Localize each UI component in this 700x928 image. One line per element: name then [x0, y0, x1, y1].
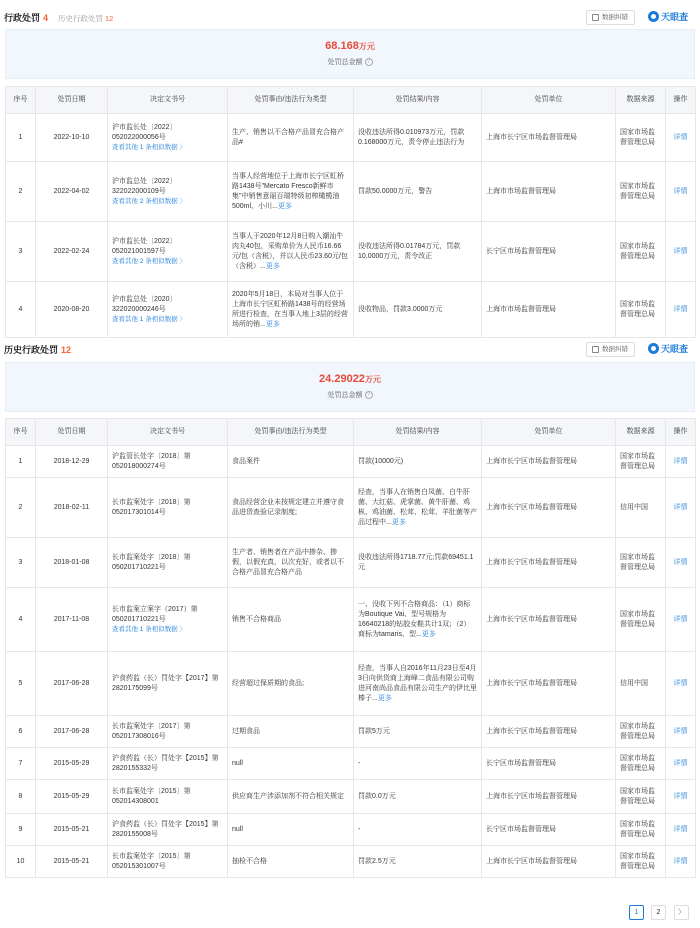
detail-link[interactable]: 详情	[666, 716, 696, 748]
section1-title: 行政处罚 4	[4, 13, 49, 23]
section1-summary	[5, 29, 695, 79]
detail-link[interactable]: 详情	[666, 114, 696, 162]
table-row	[6, 114, 696, 162]
penalty-reason: 当事人于2020年12月8日购入潮汕牛肉丸40包，采购单价为人民币16.66元/包（含税），并以人民币23.60元/包（含税）...	[232, 232, 348, 270]
penalty-date: 2018-12-29	[36, 446, 108, 478]
detail-link[interactable]: 详情	[666, 538, 696, 588]
table-row	[6, 716, 696, 748]
penalty-authority: 上海市长宁区市场监督管理局	[482, 478, 616, 538]
penalty-date: 2017-11-08	[36, 588, 108, 652]
penalty-authority: 上海市长宁区市场监督管理局	[482, 652, 616, 716]
history-penalty-table	[5, 418, 696, 878]
detail-link[interactable]: 详情	[666, 478, 696, 538]
page-1-button[interactable]: 1	[629, 905, 644, 920]
reason-cell	[228, 446, 354, 478]
row-number: 4	[6, 588, 36, 652]
penalty-result: 经查，当事人在销售白凤菌、白牛肝菌、大红菇、虎掌菌、黄牛肝菌、鸡枞、鸡油菌、松茸、松茸、羊肚菌等产品过程中...	[358, 488, 477, 526]
decision-doc-cell	[108, 814, 228, 846]
column-header: 决定文书号	[108, 419, 228, 446]
penalty-reason: 过期食品	[232, 727, 260, 735]
decision-doc-number: 沪食药监（长）罚处字【2015】第2820155008号	[112, 820, 219, 838]
data-source: 国家市场监督管理总局	[616, 780, 666, 814]
penalty-date: 2022-02-24	[36, 222, 108, 282]
data-source: 国家市场监督管理总局	[616, 222, 666, 282]
column-header: 处罚单位	[482, 419, 616, 446]
similar-data-link[interactable]: 查看其他 2 条相似数据 〉	[112, 197, 187, 205]
more-link[interactable]: 更多	[265, 262, 280, 270]
data-source: 国家市场监督管理总局	[616, 846, 666, 878]
decision-doc-number: 沪监管长处字〔2018〕第052018000274号	[112, 452, 191, 470]
similar-data-link[interactable]: 查看其他 1 条相似数据 〉	[112, 625, 187, 633]
data-source: 国家市场监督管理总局	[616, 588, 666, 652]
reason-cell	[228, 814, 354, 846]
section2-summary	[5, 362, 695, 412]
row-number: 3	[6, 222, 36, 282]
detail-link[interactable]: 详情	[666, 814, 696, 846]
decision-doc-cell	[108, 780, 228, 814]
penalty-authority: 上海市长宁区市场监督管理局	[482, 114, 616, 162]
tianyancha-logo-2: 天眼查	[648, 342, 688, 356]
penalty-reason: null	[232, 759, 243, 767]
column-header: 序号	[6, 419, 36, 446]
history-total-amount: 24.29022万元	[319, 373, 381, 385]
decision-doc-cell	[108, 478, 228, 538]
column-header: 处罚日期	[36, 419, 108, 446]
history-tab[interactable]: 历史行政处罚 12	[58, 14, 114, 23]
penalty-authority: 上海市长宁区市场监督管理局	[482, 846, 616, 878]
data-correction-button[interactable]: 数据纠错	[586, 10, 635, 25]
data-source: 国家市场监督管理总局	[616, 446, 666, 478]
decision-doc-number: 长市监案处字〔2018〕第052017301014号	[112, 498, 191, 516]
column-header: 处罚结果/内容	[354, 419, 482, 446]
column-header: 处罚事由/违法行为类型	[228, 87, 354, 114]
penalty-result: 没收物品，罚款3.0000万元	[358, 305, 443, 313]
column-header: 处罚单位	[482, 87, 616, 114]
result-cell	[354, 282, 482, 338]
penalty-authority: 上海市长宁区市场监督管理局	[482, 716, 616, 748]
decision-doc-number: 长市监案处字〔2015〕第052014308001	[112, 787, 191, 805]
similar-data-link[interactable]: 查看其他 1 条相似数据 〉	[112, 143, 187, 151]
penalty-authority: 长宁区市场监督管理局	[482, 748, 616, 780]
data-source: 国家市场监督管理总局	[616, 716, 666, 748]
penalty-date: 2022-10-10	[36, 114, 108, 162]
reason-cell	[228, 222, 354, 282]
penalty-result: 没收违法所得1718.77元;罚款69451.1元	[358, 553, 474, 571]
penalty-result: 没收违法所得0.01784万元，罚款10.0000万元，责令改正	[358, 242, 461, 260]
penalty-date: 2020-08-20	[36, 282, 108, 338]
more-link[interactable]: 更多	[391, 518, 406, 526]
decision-doc-number: 沪市监长处〔2022〕052021001597号	[112, 237, 177, 255]
decision-doc-cell	[108, 222, 228, 282]
penalty-authority: 上海市长宁区市场监督管理局	[482, 446, 616, 478]
penalty-reason: 当事人经营地位于上海市长宁区虹桥路1438号"Mercato Fresco新鲜市集"中销售意丽百瑞特级初榨橄榄油500ml、小川...	[232, 172, 344, 210]
result-cell	[354, 588, 482, 652]
row-number: 6	[6, 716, 36, 748]
decision-doc-cell	[108, 588, 228, 652]
column-header: 操作	[666, 87, 696, 114]
decision-doc-number: 沪市监长处〔2022〕052022000056号	[112, 123, 177, 141]
detail-link[interactable]: 详情	[666, 588, 696, 652]
table-row	[6, 652, 696, 716]
table-row	[6, 478, 696, 538]
row-number: 4	[6, 282, 36, 338]
result-cell	[354, 538, 482, 588]
detail-link[interactable]: 详情	[666, 222, 696, 282]
total-amount: 68.168万元	[325, 40, 375, 52]
reason-cell	[228, 478, 354, 538]
penalty-authority: 上海市市场监督管理局	[482, 282, 616, 338]
penalty-date: 2022-04-02	[36, 162, 108, 222]
detail-link[interactable]: 详情	[666, 446, 696, 478]
penalty-table	[5, 86, 696, 338]
result-cell	[354, 162, 482, 222]
help-icon[interactable]: ?	[365, 391, 373, 399]
decision-doc-number: 长市监案立案字（2017）第050201710221号	[112, 605, 198, 623]
edit-icon	[592, 346, 599, 353]
table-row	[6, 780, 696, 814]
result-cell	[354, 446, 482, 478]
penalty-result: 经查，当事人自2016年11月23日至4月3日向供货商上海峰二食品有限公司购进河南尚品食品有限公司生产的伊比里榛子...	[358, 664, 477, 702]
decision-doc-cell	[108, 748, 228, 780]
penalty-result: 罚款50.0000万元，警告	[358, 187, 433, 195]
reason-cell	[228, 162, 354, 222]
section2-header	[0, 334, 700, 360]
table-row	[6, 846, 696, 878]
table-row	[6, 814, 696, 846]
logo-icon	[648, 343, 659, 354]
row-number: 5	[6, 652, 36, 716]
table-row	[6, 588, 696, 652]
penalty-reason: 销售不合格商品	[232, 615, 281, 623]
penalty-reason: 抽检不合格	[232, 857, 267, 865]
more-link[interactable]: 更多	[421, 630, 436, 638]
total-amount-label: 处罚总金额 ?	[6, 57, 694, 67]
penalty-date: 2015-05-21	[36, 814, 108, 846]
logo-icon	[648, 11, 659, 22]
reason-cell	[228, 652, 354, 716]
data-source: 国家市场监督管理总局	[616, 814, 666, 846]
reason-cell	[228, 748, 354, 780]
tianyancha-logo: 天眼查	[648, 10, 688, 24]
more-link[interactable]: 更多	[277, 202, 292, 210]
penalty-result: -	[358, 825, 361, 833]
result-cell	[354, 716, 482, 748]
reason-cell	[228, 282, 354, 338]
row-number: 2	[6, 478, 36, 538]
penalty-authority: 长宁区市场监督管理局	[482, 222, 616, 282]
penalty-reason: 食品案件	[232, 457, 260, 465]
decision-doc-number: 沪市监总处〔2020〕322020000246号	[112, 295, 177, 313]
row-number: 10	[6, 846, 36, 878]
penalty-reason: 2020年5月18日，本局对当事人位于上海市长宁区虹桥路1438号的经营场所进行检查，在当事人地上3层的经营场所的销...	[232, 290, 348, 328]
column-header: 数据来源	[616, 87, 666, 114]
column-header: 处罚结果/内容	[354, 87, 482, 114]
column-header: 数据来源	[616, 419, 666, 446]
edit-icon	[592, 14, 599, 21]
result-cell	[354, 748, 482, 780]
penalty-reason: null	[232, 825, 243, 833]
decision-doc-number: 长市监案处字〔2018〕第050201710221号	[112, 553, 191, 571]
section2-title: 历史行政处罚 12	[4, 345, 72, 355]
detail-link[interactable]: 详情	[666, 282, 696, 338]
penalty-reason: 生产、销售以不合格产品冒充合格产品#	[232, 128, 344, 146]
decision-doc-cell	[108, 716, 228, 748]
result-cell	[354, 780, 482, 814]
detail-link[interactable]: 详情	[666, 652, 696, 716]
decision-doc-number: 沪食药监（长）罚处字【2015】第2820155332号	[112, 754, 219, 772]
row-number: 2	[6, 162, 36, 222]
similar-data-link[interactable]: 查看其他 1 条相似数据 〉	[112, 315, 187, 323]
decision-doc-cell	[108, 846, 228, 878]
result-cell	[354, 846, 482, 878]
decision-doc-cell	[108, 282, 228, 338]
reason-cell	[228, 716, 354, 748]
decision-doc-cell	[108, 652, 228, 716]
section1-header	[0, 2, 700, 28]
row-number: 3	[6, 538, 36, 588]
data-source: 国家市场监督管理总局	[616, 282, 666, 338]
data-correction-button-2[interactable]: 数据纠错	[586, 342, 635, 357]
reason-cell	[228, 538, 354, 588]
penalty-result: 一、没收下列不合格商品：（1）商标为Boutique Vai、型号规格为16640218的钻胶女鞋共计1双；（2）商标为tamaris、型...	[358, 600, 471, 638]
row-number: 1	[6, 446, 36, 478]
row-number: 9	[6, 814, 36, 846]
result-cell	[354, 478, 482, 538]
detail-link[interactable]: 详情	[666, 846, 696, 878]
row-number: 7	[6, 748, 36, 780]
page-2-button[interactable]: 2	[651, 905, 666, 920]
table-row	[6, 748, 696, 780]
help-icon[interactable]: ?	[365, 58, 373, 66]
penalty-reason: 经营超过保质期的食品;	[232, 679, 304, 687]
penalty-reason: 生产者、销售者在产品中掺杂、掺假，以假充真，以次充好，或者以不合格产品冒充合格产品	[232, 548, 344, 576]
penalty-result: 罚款0.0万元	[358, 792, 396, 800]
data-source: 国家市场监督管理总局	[616, 748, 666, 780]
penalty-date: 2017-06-28	[36, 652, 108, 716]
row-number: 1	[6, 114, 36, 162]
detail-link[interactable]: 详情	[666, 780, 696, 814]
detail-link[interactable]: 详情	[666, 162, 696, 222]
penalty-date: 2018-01-08	[36, 538, 108, 588]
section1-count: 4	[43, 13, 49, 23]
detail-link[interactable]: 详情	[666, 748, 696, 780]
penalty-date: 2018-02-11	[36, 478, 108, 538]
penalty-result: 罚款(10000元)	[358, 457, 404, 465]
data-source: 信用中国	[616, 478, 666, 538]
data-source: 国家市场监督管理总局	[616, 162, 666, 222]
penalty-authority: 长宁区市场监督管理局	[482, 814, 616, 846]
decision-doc-number: 沪市监总处〔2022〕322022000109号	[112, 177, 177, 195]
decision-doc-cell	[108, 538, 228, 588]
section2-count: 12	[61, 345, 72, 355]
penalty-reason: 供应商生产涉添加剂不符合相关规定	[232, 792, 344, 800]
reason-cell	[228, 780, 354, 814]
decision-doc-cell	[108, 162, 228, 222]
table-row	[6, 162, 696, 222]
result-cell	[354, 114, 482, 162]
more-link[interactable]: 更多	[377, 694, 392, 702]
column-header: 处罚日期	[36, 87, 108, 114]
column-header: 处罚事由/违法行为类型	[228, 419, 354, 446]
reason-cell	[228, 114, 354, 162]
table-row	[6, 222, 696, 282]
table-row	[6, 538, 696, 588]
decision-doc-number: 长市监案处字〔2017〕第052017308016号	[112, 722, 191, 740]
result-cell	[354, 652, 482, 716]
penalty-authority: 上海市长宁区市场监督管理局	[482, 588, 616, 652]
penalty-date: 2015-05-29	[36, 780, 108, 814]
column-header: 决定文书号	[108, 87, 228, 114]
decision-doc-cell	[108, 114, 228, 162]
data-source: 信用中国	[616, 652, 666, 716]
similar-data-link[interactable]: 查看其他 2 条相似数据 〉	[112, 257, 187, 265]
table-row	[6, 446, 696, 478]
reason-cell	[228, 846, 354, 878]
penalty-result: 没收违法所得0.010973万元，罚款0.168000万元，责令停止违法行为	[358, 128, 465, 146]
penalty-date: 2015-05-29	[36, 748, 108, 780]
penalty-authority: 上海市长宁区市场监督管理局	[482, 538, 616, 588]
column-header: 操作	[666, 419, 696, 446]
penalty-date: 2015-05-21	[36, 846, 108, 878]
penalty-result: -	[358, 759, 361, 767]
column-header: 序号	[6, 87, 36, 114]
next-page-button[interactable]: 〉	[674, 905, 689, 920]
result-cell	[354, 222, 482, 282]
penalty-authority: 上海市市场监督管理局	[482, 162, 616, 222]
history-total-amount-label: 处罚总金额 ?	[6, 390, 694, 400]
reason-cell	[228, 588, 354, 652]
penalty-result: 罚款5万元	[358, 727, 390, 735]
data-source: 国家市场监督管理总局	[616, 538, 666, 588]
data-source: 国家市场监督管理总局	[616, 114, 666, 162]
penalty-date: 2017-06-28	[36, 716, 108, 748]
result-cell	[354, 814, 482, 846]
penalty-authority: 上海市长宁区市场监督管理局	[482, 780, 616, 814]
decision-doc-number: 沪食药监（长）罚处字【2017】第2820175099号	[112, 674, 219, 692]
decision-doc-number: 长市监案处字〔2015〕第052015301007号	[112, 852, 191, 870]
table-row	[6, 282, 696, 338]
decision-doc-cell	[108, 446, 228, 478]
penalty-result: 罚款2.5万元	[358, 857, 396, 865]
row-number: 8	[6, 780, 36, 814]
more-link[interactable]: 更多	[265, 320, 280, 328]
penalty-reason: 食品经营企业未按规定建立并遵守食品进货查验记录制度;	[232, 498, 344, 516]
